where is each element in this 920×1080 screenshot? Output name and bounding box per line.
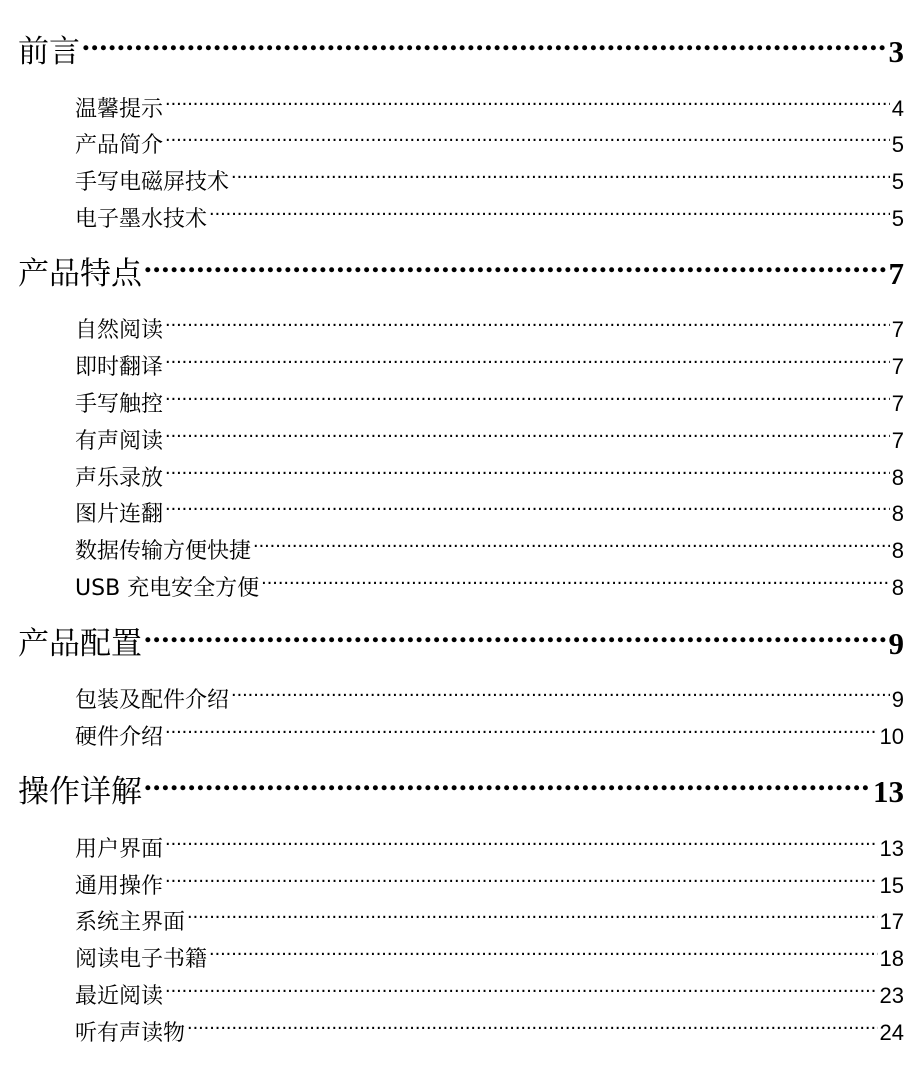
dot-leader: [261, 575, 890, 595]
toc-page-number: 8: [891, 538, 904, 563]
toc-page-number: 7: [891, 391, 904, 416]
toc-section-hardware[interactable]: [75, 720, 904, 754]
toc-entry-label: 声乐录放: [75, 466, 164, 491]
toc-entry-label: 温馨提示: [75, 97, 164, 122]
dot-leader: [165, 96, 890, 116]
toc-entry-label: 阅读电子书籍: [75, 947, 208, 972]
dot-leader: [144, 258, 887, 284]
toc-page-number: 17: [879, 909, 904, 934]
toc-page-number: 4: [891, 96, 904, 121]
dot-leader: [187, 1020, 878, 1040]
toc-section-recent-reading[interactable]: [75, 979, 904, 1013]
dot-leader: [231, 687, 890, 707]
dot-leader: [165, 354, 890, 374]
toc-entry-label: 包装及配件介绍: [75, 688, 230, 713]
toc-entry-label: 有声阅读: [75, 429, 164, 454]
dot-leader: [165, 391, 890, 411]
toc-entry-label: 听有声读物: [75, 1021, 186, 1046]
toc-entry-label: 前言: [18, 34, 80, 70]
toc-entry-label: 用户界面: [75, 837, 164, 862]
toc-section-general-ops[interactable]: [75, 869, 904, 903]
toc-page-number: 7: [891, 354, 904, 379]
dot-leader: [165, 873, 878, 893]
toc-entry-label: 通用操作: [75, 874, 164, 899]
toc-page-number: 7: [888, 256, 904, 291]
dot-leader: [165, 501, 890, 521]
toc-entry-label: 产品简介: [75, 133, 164, 158]
dot-leader: [82, 36, 887, 62]
dot-leader: [144, 776, 871, 802]
toc-entry-label: 操作详解: [18, 774, 142, 810]
dot-leader: [187, 909, 878, 929]
toc-entry-label: 即时翻译: [75, 355, 164, 380]
toc-entry-label: 数据传输方便快捷: [75, 539, 252, 564]
toc-entry-label: 系统主界面: [75, 910, 186, 935]
dot-leader: [165, 428, 890, 448]
toc-chapter-preface[interactable]: [18, 30, 904, 74]
toc-page-number: 9: [888, 626, 904, 661]
dot-leader: [165, 465, 890, 485]
dot-leader: [165, 983, 878, 1003]
toc-entry-label: USB 充电安全方便: [75, 576, 260, 601]
toc-page-number: 5: [891, 206, 904, 231]
toc-chapter-operation[interactable]: [18, 770, 904, 814]
toc-section-data-transfer[interactable]: [75, 534, 904, 568]
toc-section-handwriting-touch[interactable]: [75, 387, 904, 421]
toc-section-user-interface[interactable]: [75, 832, 904, 866]
toc-section-audio-reading[interactable]: [75, 424, 904, 458]
toc-page-number: 8: [891, 465, 904, 490]
toc-page-number: 5: [891, 169, 904, 194]
toc-section-natural-reading[interactable]: [75, 313, 904, 347]
toc-page-number: 8: [891, 575, 904, 600]
toc-chapter-configuration[interactable]: [18, 622, 904, 666]
toc-chapter-features[interactable]: [18, 252, 904, 296]
toc-section-emr-screen[interactable]: [75, 165, 904, 199]
dot-leader: [165, 132, 890, 152]
toc-entry-label: 手写电磁屏技术: [75, 170, 230, 195]
dot-leader: [231, 169, 890, 189]
toc-page-number: 3: [888, 34, 904, 69]
toc-page-number: 10: [879, 724, 904, 749]
dot-leader: [209, 206, 890, 226]
toc-page-number: 5: [891, 132, 904, 157]
toc-entry-label: 最近阅读: [75, 984, 164, 1009]
toc-entry-label: 手写触控: [75, 392, 164, 417]
dot-leader: [165, 317, 890, 337]
toc-page-number: 7: [891, 428, 904, 453]
toc-page-number: 23: [879, 983, 904, 1008]
dot-leader: [165, 724, 878, 744]
toc-entry-label: 硬件介绍: [75, 725, 164, 750]
toc-page-number: 9: [891, 687, 904, 712]
toc-entry-label: 产品配置: [18, 626, 142, 662]
toc-section-audio-record[interactable]: [75, 461, 904, 495]
toc-entry-label: 产品特点: [18, 256, 142, 292]
toc-section-eink[interactable]: [75, 202, 904, 236]
toc-section-packaging[interactable]: [75, 683, 904, 717]
toc-page-number: 8: [891, 501, 904, 526]
dot-leader: [209, 946, 878, 966]
toc-entry-label: 图片连翻: [75, 502, 164, 527]
toc-page-number: 18: [879, 946, 904, 971]
toc-entry-label: 自然阅读: [75, 318, 164, 343]
toc-section-audiobooks[interactable]: [75, 1016, 904, 1050]
toc-page-number: 13: [879, 836, 904, 861]
toc-section-read-ebooks[interactable]: [75, 942, 904, 976]
toc-entry-label: 电子墨水技术: [75, 207, 208, 232]
toc-page-number: 7: [891, 317, 904, 342]
dot-leader: [165, 836, 878, 856]
toc-section-intro[interactable]: [75, 128, 904, 162]
toc-page-number: 15: [879, 873, 904, 898]
toc-section-tips[interactable]: [75, 92, 904, 126]
toc-section-image-flip[interactable]: [75, 497, 904, 531]
dot-leader: [253, 538, 890, 558]
toc-section-home-screen[interactable]: [75, 905, 904, 939]
toc-section-instant-translate[interactable]: [75, 350, 904, 384]
dot-leader: [144, 628, 887, 654]
toc-page-number: 13: [873, 774, 904, 809]
toc-section-usb-charging[interactable]: [75, 571, 904, 605]
toc-page-number: 24: [879, 1020, 904, 1045]
